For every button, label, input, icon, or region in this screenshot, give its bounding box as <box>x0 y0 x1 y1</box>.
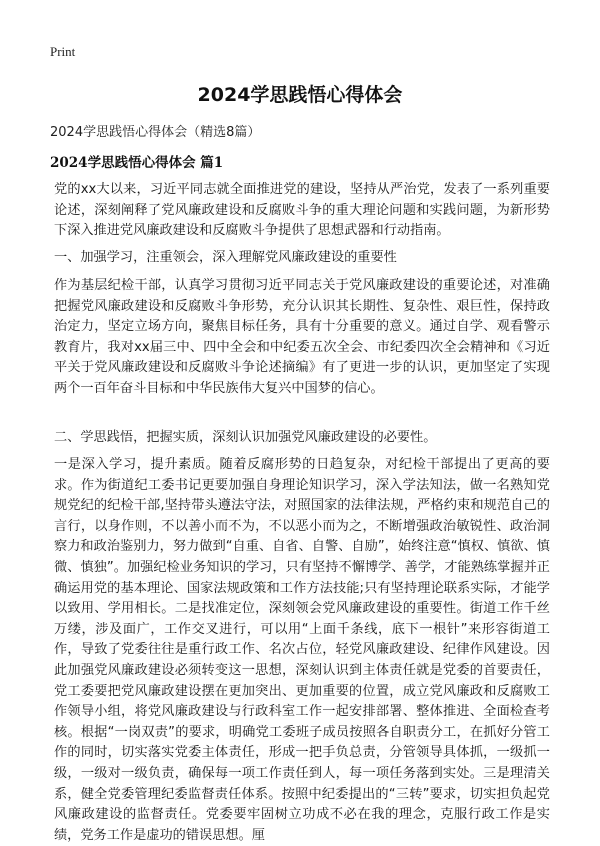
section-heading: 2024学思践悟心得体会 篇1 <box>50 155 224 171</box>
paragraph-study: 作为基层纪检干部，认真学习贯彻习近平同志关于党风廉政建设的重要论述，对准确把握党风廉政建设和反腐败斗争形势，充分认识其长期性、复杂性、艰巨性，保持政治定力，坚定立场方向，聚焦目标任务，具有十分重要的意义。通过自学、观看警示教育片，我对xx届三中、四中全会和中纪委五次全会、市纪委四次全会精神和《习近平关于党风廉政建设和反腐败斗争论述摘编》有了更进一步的认识，更加坚定了实现两个一百年奋斗目标和中华民族伟大复兴中国梦的信心。 <box>54 278 550 396</box>
print-label[interactable]: Print <box>50 44 76 59</box>
section-title-1: 一、加强学习，注重领会，深入理解党风廉政建设的重要性 <box>54 250 397 265</box>
document-subtitle: 2024学思践悟心得体会（精选8篇） <box>50 125 261 140</box>
page-title: 2024学思践悟心得体会 <box>197 84 403 106</box>
paragraph-practice: 一是深入学习，提升素质。随着反腐形势的日趋复杂，对纪检干部提出了更高的要求。作为街道纪工委书记更要加强自身理论知识学习，深入学法知法，做一名熟知党规党纪的纪检干部,坚持带头遵法守法，对照国家的法律法规，严格约束和规范自己的言行，以身作则，不以善小而不为，不以恶小而为之，不断增强政治敏锐性、政治洞察力和政治鉴别力，努力做到“自重、自省、自警、自励”，始终注意“慎权、慎欲、慎微、慎独”。加强纪检业务知识的学习，只有坚持不懈博学、善学，才能熟练掌握并正确运用党的基本理论、国家法规政策和工作方法技能;只有坚持理论联系实际，才能学以致用、学用相长。二是找准定位，深刻领会党风廉政建设的重要性。街道工作千丝万缕，涉及面广，工作交叉进行，可以用“上面千条线，底下一根针”来形容街道工作，导致了党委往往是重行政工作、名次占位，轻党风廉政建设、纪律作风建设。因此加强党风廉政建设必须转变这一思想，深刻认识到主体责任就是党委的首要责任，党工委要把党风廉政建设摆在更加突出、更加重要的位置，成立党风廉政和反腐败工作领导小组，将党风廉政建设与行政科室工作一起安排部署、整体推进、全面检查考核。根据“一岗双责”的要求，明确党工委班子成员按照各自职责分工，在抓好分管工作的同时，切实落实党委主体责任，形成一把手负总责，分管领导具体抓，一级抓一级，一级对一级负责，确保每一项工作责任到人，每一项任务落到实处。三是理清关系，健全党委管理纪委监督责任体系。按照中纪委提出的“三转”要求，切实担负起党风廉政建设的监督责任。党委要牢固树立功成不必在我的理念，克服行政工作是实绩，党务工作是虚功的错误思想。厘 <box>54 457 550 843</box>
paragraph-intro: 党的xx大以来，习近平同志就全面推进党的建设，坚持从严治党，发表了一系列重要论述，深刻阐释了党风廉政建设和反腐败斗争的重大理论问题和实践问题，为新形势下深入推进党风廉政建设和反腐败斗争提供了思想武器和行动指南。 <box>54 182 550 239</box>
section-title-2: 二、学思践悟，把握实质，深刻认识加强党风廉政建设的必要性。 <box>54 430 437 445</box>
